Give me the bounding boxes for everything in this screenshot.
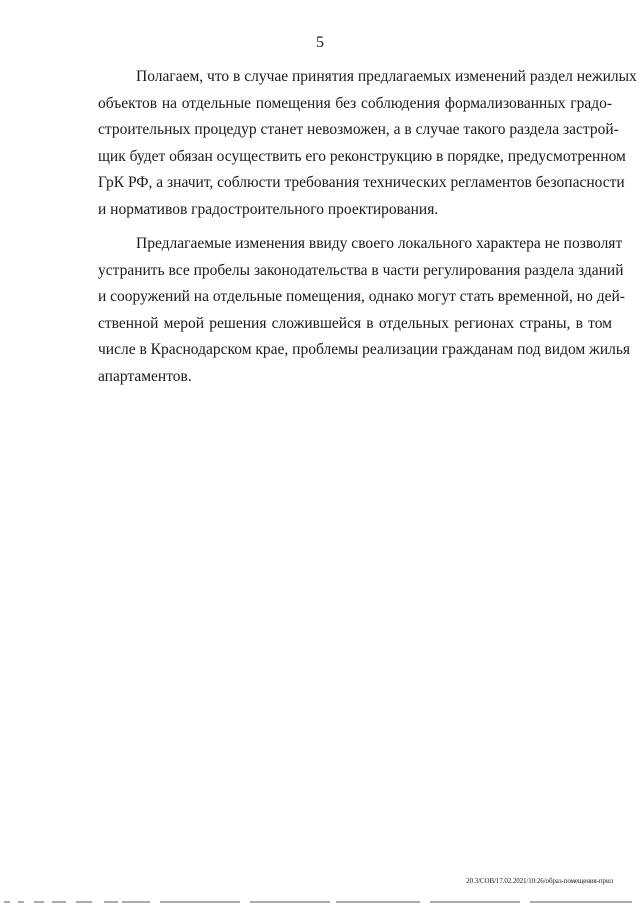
paragraph-2	[98, 231, 631, 390]
text-line: ственной мерой решения сложившейся в отдельных регионах страны, в том	[98, 314, 612, 332]
scan-edge-artifacts	[0, 897, 640, 905]
paragraph-1	[98, 64, 637, 223]
text-line: апартаментов.	[98, 367, 192, 385]
text-line: и сооружений на отдельные помещения, однако могут стать временной, но дей-	[98, 288, 625, 305]
text-line: Полагаем, что в случае принятия предлагаемых изменений раздел нежилых	[136, 68, 637, 85]
text-line: и нормативов градостроительного проектирования.	[98, 200, 439, 218]
text-line: щик будет обязан осуществить его реконструкцию в порядке, предусмотренном	[98, 147, 626, 165]
text-line: ГрК РФ, а значит, соблюсти требования технических регламентов безопасности	[98, 174, 625, 191]
body-text	[98, 64, 637, 398]
footer-document-code: 20.3/СОВ/17.02.2021/10:26/образ-помещения-прил	[466, 877, 613, 885]
page-number: 5	[316, 34, 324, 51]
text-line: объектов на отдельные помещения без соблюдения формализованных градо-	[98, 94, 612, 112]
text-line: числе в Краснодарском крае, проблемы реализации гражданам под видом жилья	[98, 341, 631, 358]
text-line: устранить все пробелы законодательства в части регулирования раздела зданий	[98, 261, 624, 279]
text-line: строительных процедур станет невозможен, а в случае такого раздела застрой-	[98, 121, 619, 138]
text-line: Предлагаемые изменения ввиду своего локального характера не позволят	[136, 235, 623, 252]
